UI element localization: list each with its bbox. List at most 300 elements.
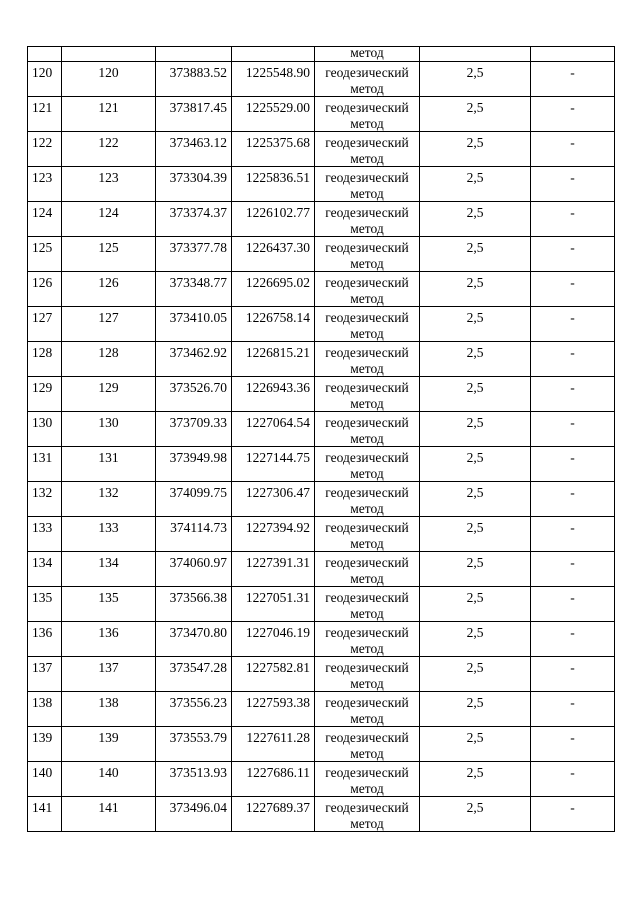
cell-accuracy-text: 2,5 xyxy=(466,485,484,500)
cell-x-text: 373817.45 xyxy=(169,100,227,115)
cell-x xyxy=(156,517,232,552)
cell-accuracy xyxy=(420,447,531,482)
cell-y-text: 1227593.38 xyxy=(245,695,310,710)
cell-method xyxy=(315,657,420,692)
cell-num-text: 133 xyxy=(32,520,53,535)
cell-accuracy-text: 2,5 xyxy=(466,450,484,465)
cell-point xyxy=(62,307,156,342)
method-line-2: метод xyxy=(350,571,384,586)
table-row xyxy=(28,517,615,552)
cell-y-text: 1227582.81 xyxy=(245,660,310,675)
cell-num xyxy=(28,727,62,762)
cell-num-text: 122 xyxy=(32,135,53,150)
cell-note-text: - xyxy=(570,520,575,535)
table-row xyxy=(28,482,615,517)
cell-accuracy xyxy=(420,237,531,272)
cell-x-text: 373556.23 xyxy=(169,695,227,710)
cell-x xyxy=(156,727,232,762)
method-line-1: геодезический xyxy=(325,485,409,500)
cell-x-text: 374114.73 xyxy=(170,520,227,535)
method-line-1: геодезический xyxy=(325,450,409,465)
cell-accuracy xyxy=(420,482,531,517)
table-row xyxy=(28,167,615,202)
table-row xyxy=(28,587,615,622)
cell-accuracy-text: 2,5 xyxy=(466,520,484,535)
cell-method xyxy=(315,762,420,797)
method-line-2: метод xyxy=(350,431,384,446)
cell-note-text: - xyxy=(570,450,575,465)
cell-x xyxy=(156,447,232,482)
cell-method xyxy=(315,412,420,447)
cell-num-text: 137 xyxy=(32,660,53,675)
cell-x xyxy=(156,797,232,832)
table-row xyxy=(28,307,615,342)
cell-note xyxy=(531,762,615,797)
cell-y-text: 1227051.31 xyxy=(245,590,310,605)
cell-x xyxy=(156,342,232,377)
cell-y xyxy=(232,377,315,412)
method-line-1: геодезический xyxy=(325,415,409,430)
cell-point-text: 120 xyxy=(98,65,119,80)
cell-note-text: - xyxy=(570,345,575,360)
cell-point-text: 137 xyxy=(98,660,119,675)
cell-y-text: 1225529.00 xyxy=(245,100,310,115)
cell-accuracy-text: 2,5 xyxy=(466,100,484,115)
cell-x xyxy=(156,622,232,657)
cell-y-text: 1227064.54 xyxy=(245,415,310,430)
cell-accuracy-text: 2,5 xyxy=(466,765,484,780)
cell-note xyxy=(531,47,615,62)
method-line-2: метод xyxy=(350,256,384,271)
cell-accuracy xyxy=(420,412,531,447)
cell-note-text: - xyxy=(570,590,575,605)
cell-num-text: 125 xyxy=(32,240,53,255)
method-line-2: метод xyxy=(350,326,384,341)
cell-note xyxy=(531,132,615,167)
cell-y xyxy=(232,307,315,342)
cell-note xyxy=(531,657,615,692)
cell-y xyxy=(232,47,315,62)
cell-point xyxy=(62,482,156,517)
table-row xyxy=(28,727,615,762)
cell-y-text: 1225375.68 xyxy=(245,135,310,150)
cell-y-text: 1225836.51 xyxy=(245,170,310,185)
cell-y-text: 1227391.31 xyxy=(245,555,310,570)
cell-y-text: 1227686.11 xyxy=(246,765,310,780)
cell-accuracy-text: 2,5 xyxy=(466,660,484,675)
cell-note-text: - xyxy=(570,765,575,780)
cell-num-text: 139 xyxy=(32,730,53,745)
cell-num-text: 132 xyxy=(32,485,53,500)
cell-accuracy xyxy=(420,132,531,167)
cell-num xyxy=(28,62,62,97)
method-line-1: геодезический xyxy=(325,800,409,815)
cell-x-text: 373949.98 xyxy=(169,450,227,465)
cell-num-text: 121 xyxy=(32,100,53,115)
cell-accuracy-text: 2,5 xyxy=(466,205,484,220)
cell-note xyxy=(531,727,615,762)
method-line-1: геодезический xyxy=(325,345,409,360)
table-row xyxy=(28,622,615,657)
cell-x-text: 373377.78 xyxy=(169,240,227,255)
cell-y xyxy=(232,272,315,307)
cell-point-text: 141 xyxy=(98,800,119,815)
cell-method xyxy=(315,552,420,587)
cell-point-text: 139 xyxy=(98,730,119,745)
cell-point-text: 132 xyxy=(98,485,119,500)
cell-num xyxy=(28,377,62,412)
cell-accuracy xyxy=(420,272,531,307)
cell-num-text: 140 xyxy=(32,765,53,780)
cell-y xyxy=(232,447,315,482)
cell-note xyxy=(531,692,615,727)
cell-x xyxy=(156,237,232,272)
cell-note xyxy=(531,482,615,517)
cell-y-text: 1226437.30 xyxy=(245,240,310,255)
cell-x-text: 373410.05 xyxy=(169,310,227,325)
cell-method xyxy=(315,727,420,762)
cell-point-text: 131 xyxy=(98,450,119,465)
cell-num xyxy=(28,797,62,832)
cell-note xyxy=(531,412,615,447)
cell-accuracy-text: 2,5 xyxy=(466,555,484,570)
cell-y xyxy=(232,552,315,587)
cell-num-text: 126 xyxy=(32,275,53,290)
cell-note xyxy=(531,377,615,412)
method-line-2: метод xyxy=(350,606,384,621)
table-row xyxy=(28,342,615,377)
cell-num-text: 134 xyxy=(32,555,53,570)
cell-accuracy xyxy=(420,657,531,692)
cell-accuracy xyxy=(420,97,531,132)
cell-num xyxy=(28,202,62,237)
table-row xyxy=(28,762,615,797)
method-line-1: геодезический xyxy=(325,590,409,605)
cell-note-text: - xyxy=(570,695,575,710)
cell-x xyxy=(156,412,232,447)
cell-accuracy-text: 2,5 xyxy=(466,275,484,290)
cell-note-text: - xyxy=(570,660,575,675)
cell-point-text: 126 xyxy=(98,275,119,290)
method-line-1: геодезический xyxy=(325,765,409,780)
cell-note-text: - xyxy=(570,415,575,430)
cell-num xyxy=(28,342,62,377)
cell-y xyxy=(232,622,315,657)
cell-y xyxy=(232,692,315,727)
cell-num-text: 120 xyxy=(32,65,53,80)
cell-note-text: - xyxy=(570,310,575,325)
cell-accuracy xyxy=(420,587,531,622)
cell-x-text: 373553.79 xyxy=(169,730,227,745)
cell-x xyxy=(156,167,232,202)
cell-y-text: 1226943.36 xyxy=(245,380,310,395)
method-line-2: метод xyxy=(350,151,384,166)
cell-y xyxy=(232,342,315,377)
cell-point xyxy=(62,167,156,202)
cell-y xyxy=(232,657,315,692)
cell-x xyxy=(156,47,232,62)
cell-num-text: 138 xyxy=(32,695,53,710)
cell-note-text: - xyxy=(570,625,575,640)
cell-accuracy xyxy=(420,762,531,797)
method-tail-text: метод xyxy=(350,45,384,60)
cell-x xyxy=(156,377,232,412)
method-line-2: метод xyxy=(350,641,384,656)
cell-x-text: 373470.80 xyxy=(169,625,227,640)
cell-y xyxy=(232,132,315,167)
cell-note xyxy=(531,587,615,622)
cell-num xyxy=(28,97,62,132)
cell-note xyxy=(531,517,615,552)
cell-method xyxy=(315,97,420,132)
table-row xyxy=(28,272,615,307)
table-row xyxy=(28,552,615,587)
cell-x-text: 374060.97 xyxy=(169,555,227,570)
cell-accuracy-text: 2,5 xyxy=(466,135,484,150)
cell-num xyxy=(28,482,62,517)
cell-point-text: 124 xyxy=(98,205,119,220)
cell-point xyxy=(62,622,156,657)
cell-num xyxy=(28,47,62,62)
cell-point-text: 128 xyxy=(98,345,119,360)
cell-x xyxy=(156,97,232,132)
cell-point-text: 135 xyxy=(98,590,119,605)
cell-num xyxy=(28,587,62,622)
cell-num xyxy=(28,307,62,342)
table-row xyxy=(28,412,615,447)
cell-point xyxy=(62,62,156,97)
cell-num-text: 136 xyxy=(32,625,53,640)
cell-point xyxy=(62,657,156,692)
cell-y xyxy=(232,167,315,202)
method-line-2: метод xyxy=(350,396,384,411)
cell-method xyxy=(315,622,420,657)
cell-y-text: 1227144.75 xyxy=(245,450,310,465)
cell-note-text: - xyxy=(570,205,575,220)
cell-num xyxy=(28,412,62,447)
cell-num-text: 129 xyxy=(32,380,53,395)
cell-accuracy xyxy=(420,622,531,657)
cell-accuracy xyxy=(420,307,531,342)
cell-num xyxy=(28,762,62,797)
cell-y xyxy=(232,237,315,272)
cell-accuracy xyxy=(420,727,531,762)
cell-num xyxy=(28,657,62,692)
method-line-2: метод xyxy=(350,81,384,96)
cell-y-text: 1226102.77 xyxy=(245,205,310,220)
cell-num-text: 127 xyxy=(32,310,53,325)
cell-point-text: 123 xyxy=(98,170,119,185)
cell-accuracy-text: 2,5 xyxy=(466,240,484,255)
cell-x-text: 373566.38 xyxy=(169,590,227,605)
cell-note xyxy=(531,552,615,587)
cell-num xyxy=(28,692,62,727)
cell-point xyxy=(62,587,156,622)
cell-x xyxy=(156,692,232,727)
cell-y-text: 1227306.47 xyxy=(245,485,310,500)
cell-accuracy-text: 2,5 xyxy=(466,590,484,605)
cell-x-text: 374099.75 xyxy=(169,485,227,500)
cell-point-text: 121 xyxy=(98,100,119,115)
cell-point-text: 125 xyxy=(98,240,119,255)
cell-accuracy-text: 2,5 xyxy=(466,800,484,815)
cell-method xyxy=(315,307,420,342)
table-row xyxy=(28,657,615,692)
table-row xyxy=(28,377,615,412)
cell-accuracy xyxy=(420,797,531,832)
coordinates-table xyxy=(27,46,615,832)
cell-x-text: 373348.77 xyxy=(169,275,227,290)
cell-y xyxy=(232,97,315,132)
cell-x-text: 373462.92 xyxy=(169,345,227,360)
cell-num xyxy=(28,237,62,272)
cell-note xyxy=(531,797,615,832)
cell-point xyxy=(62,202,156,237)
cell-method xyxy=(315,47,420,62)
cell-accuracy xyxy=(420,377,531,412)
cell-y xyxy=(232,762,315,797)
cell-point xyxy=(62,237,156,272)
cell-accuracy xyxy=(420,167,531,202)
method-line-2: метод xyxy=(350,746,384,761)
method-line-2: метод xyxy=(350,781,384,796)
cell-accuracy-text: 2,5 xyxy=(466,65,484,80)
cell-method xyxy=(315,132,420,167)
method-line-1: геодезический xyxy=(325,205,409,220)
method-line-1: геодезический xyxy=(325,310,409,325)
cell-note xyxy=(531,62,615,97)
cell-note-text: - xyxy=(570,100,575,115)
cell-method xyxy=(315,237,420,272)
cell-num-text: 124 xyxy=(32,205,53,220)
cell-accuracy xyxy=(420,517,531,552)
continuation-row xyxy=(28,47,615,62)
cell-accuracy xyxy=(420,342,531,377)
cell-y xyxy=(232,482,315,517)
table-row xyxy=(28,237,615,272)
cell-accuracy-text: 2,5 xyxy=(466,730,484,745)
table-body xyxy=(28,47,615,832)
cell-point xyxy=(62,272,156,307)
cell-method xyxy=(315,62,420,97)
cell-x-text: 373709.33 xyxy=(169,415,227,430)
cell-note-text: - xyxy=(570,240,575,255)
cell-y-text: 1225548.90 xyxy=(245,65,310,80)
cell-method xyxy=(315,202,420,237)
cell-num xyxy=(28,167,62,202)
method-line-1: геодезический xyxy=(325,240,409,255)
cell-point xyxy=(62,797,156,832)
cell-note-text: - xyxy=(570,65,575,80)
cell-method xyxy=(315,482,420,517)
cell-point xyxy=(62,412,156,447)
cell-point-text: 136 xyxy=(98,625,119,640)
cell-num-text: 123 xyxy=(32,170,53,185)
cell-note-text: - xyxy=(570,555,575,570)
method-line-2: метод xyxy=(350,816,384,831)
cell-accuracy xyxy=(420,47,531,62)
cell-accuracy xyxy=(420,692,531,727)
cell-note xyxy=(531,167,615,202)
cell-point xyxy=(62,552,156,587)
cell-x-text: 373513.93 xyxy=(169,765,227,780)
cell-method xyxy=(315,517,420,552)
cell-method xyxy=(315,167,420,202)
cell-point-text: 140 xyxy=(98,765,119,780)
cell-point-text: 127 xyxy=(98,310,119,325)
cell-accuracy-text: 2,5 xyxy=(466,380,484,395)
cell-y xyxy=(232,62,315,97)
cell-method xyxy=(315,272,420,307)
cell-x xyxy=(156,132,232,167)
cell-note-text: - xyxy=(570,485,575,500)
cell-y-text: 1226695.02 xyxy=(245,275,310,290)
cell-x-text: 373526.70 xyxy=(169,380,227,395)
cell-point xyxy=(62,97,156,132)
method-line-1: геодезический xyxy=(325,625,409,640)
method-line-1: геодезический xyxy=(325,555,409,570)
cell-x xyxy=(156,307,232,342)
cell-x xyxy=(156,62,232,97)
method-line-1: геодезический xyxy=(325,275,409,290)
table-row xyxy=(28,97,615,132)
cell-point xyxy=(62,132,156,167)
cell-point-text: 129 xyxy=(98,380,119,395)
cell-note-text: - xyxy=(570,170,575,185)
method-line-2: метод xyxy=(350,221,384,236)
cell-point xyxy=(62,727,156,762)
table-row xyxy=(28,62,615,97)
cell-y xyxy=(232,727,315,762)
cell-x xyxy=(156,587,232,622)
cell-point xyxy=(62,692,156,727)
method-line-1: геодезический xyxy=(325,170,409,185)
cell-y xyxy=(232,517,315,552)
cell-point-text: 130 xyxy=(98,415,119,430)
cell-accuracy-text: 2,5 xyxy=(466,310,484,325)
cell-note xyxy=(531,447,615,482)
cell-accuracy xyxy=(420,62,531,97)
cell-note xyxy=(531,97,615,132)
cell-num-text: 130 xyxy=(32,415,53,430)
table-row xyxy=(28,692,615,727)
cell-accuracy-text: 2,5 xyxy=(466,625,484,640)
cell-num xyxy=(28,272,62,307)
cell-method xyxy=(315,342,420,377)
cell-point-text: 122 xyxy=(98,135,119,150)
method-line-1: геодезический xyxy=(325,100,409,115)
cell-point xyxy=(62,762,156,797)
method-line-2: метод xyxy=(350,711,384,726)
method-line-1: геодезический xyxy=(325,135,409,150)
method-line-2: метод xyxy=(350,116,384,131)
cell-x xyxy=(156,762,232,797)
cell-x xyxy=(156,482,232,517)
method-line-1: геодезический xyxy=(325,520,409,535)
cell-accuracy-text: 2,5 xyxy=(466,695,484,710)
method-line-2: метод xyxy=(350,361,384,376)
cell-y-text: 1227046.19 xyxy=(245,625,310,640)
cell-note-text: - xyxy=(570,800,575,815)
cell-y xyxy=(232,587,315,622)
cell-x-text: 373463.12 xyxy=(169,135,227,150)
cell-num xyxy=(28,552,62,587)
cell-point-text: 134 xyxy=(98,555,119,570)
cell-y-text: 1227611.28 xyxy=(246,730,310,745)
cell-point-text: 133 xyxy=(98,520,119,535)
cell-point-text: 138 xyxy=(98,695,119,710)
cell-point xyxy=(62,447,156,482)
